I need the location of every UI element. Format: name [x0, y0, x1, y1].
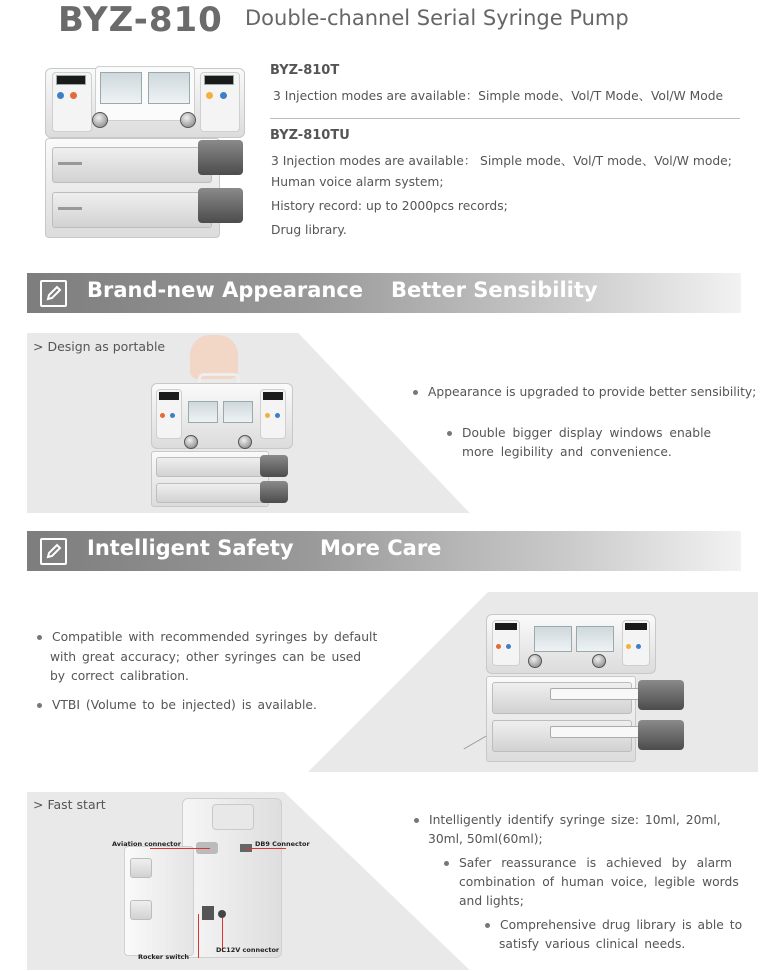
dot-bullet-icon: [447, 431, 452, 436]
variant-t-line: 3 Injection modes are available：Simple mode、Vol/T Mode、Vol/W Mode: [273, 89, 724, 103]
dot-bullet-icon: [37, 703, 42, 708]
dot-bullet-icon: [413, 390, 418, 395]
dot-bullet-icon: [414, 818, 419, 823]
dot-bullet-icon: [37, 635, 42, 640]
appearance-bullet-1: Appearance is upgraded to provide better sensibility;: [413, 383, 756, 403]
dot-bullet-icon: [444, 861, 449, 866]
variant-tu-line: 3 Injection modes are available： Simple mode、Vol/T mode、Vol/W mode;: [271, 154, 732, 168]
faststart-bullet-2-cont: and lights;: [459, 894, 524, 908]
faststart-bullet-2-cont: combination of human voice, legible words: [459, 875, 739, 889]
faststart-bullet-3-cont: satisfy various clinical needs.: [499, 937, 686, 951]
banner-safety: [27, 531, 741, 571]
banner-appearance-left: Brand-new Appearance: [87, 278, 364, 302]
callout-dc12v: DC12V connector: [216, 946, 280, 954]
appearance-bullet-2-cont: more legibility and convenience.: [462, 445, 672, 459]
variant-title-t: BYZ-810T: [270, 63, 340, 78]
banner-appearance: [27, 273, 741, 313]
safety-bullet-1: Compatible with recommended syringes by default: [37, 628, 377, 648]
portable-tag-label: > Design as portable: [33, 339, 166, 354]
safety-bullet-1-cont: with great accuracy; other syringes can be used: [50, 650, 362, 664]
edit-pencil-icon: [40, 280, 67, 307]
faststart-bullet-3: Comprehensive drug library is able to: [485, 916, 742, 936]
faststart-bullet-1: Intelligently identify syringe size: 10ml, 20ml,: [414, 811, 721, 831]
callout-aviation: Aviation connector: [112, 840, 181, 848]
edit-pencil-icon: [40, 538, 67, 565]
divider-line: [270, 118, 740, 119]
product-image-portable: [148, 333, 298, 511]
portable-grey-panel: [27, 333, 741, 513]
callout-db9: DB9 Connector: [255, 840, 310, 848]
variant-tu-line: Human voice alarm system;: [271, 175, 444, 189]
product-image-syringes: [462, 614, 694, 764]
dot-bullet-icon: [485, 923, 490, 928]
banner-safety-left: Intelligent Safety: [87, 536, 294, 560]
appearance-bullet-2: Double bigger display windows enable: [447, 424, 711, 444]
product-image-rear: [112, 796, 302, 968]
callout-rocker: Rocker switch: [138, 953, 190, 961]
product-model-title: BYZ-810: [58, 0, 223, 40]
variant-title-tu: BYZ-810TU: [270, 128, 350, 143]
safety-bullet-1-cont: by correct calibration.: [50, 669, 189, 683]
safety-bullet-2: VTBI (Volume to be injected) is available.: [37, 696, 317, 716]
banner-safety-right: More Care: [320, 536, 442, 560]
faststart-bullet-1-cont: 30ml, 50ml(60ml);: [428, 832, 543, 846]
banner-appearance-right: Better Sensibility: [391, 278, 598, 302]
faststart-tag-label: > Fast start: [33, 797, 106, 812]
variant-tu-line: History record: up to 2000pcs records;: [271, 199, 508, 213]
product-subtitle: Double-channel Serial Syringe Pump: [245, 6, 629, 30]
product-image-main: [40, 62, 255, 242]
variant-tu-line: Drug library.: [271, 223, 347, 237]
faststart-bullet-2: Safer reassurance is achieved by alarm: [444, 854, 732, 874]
